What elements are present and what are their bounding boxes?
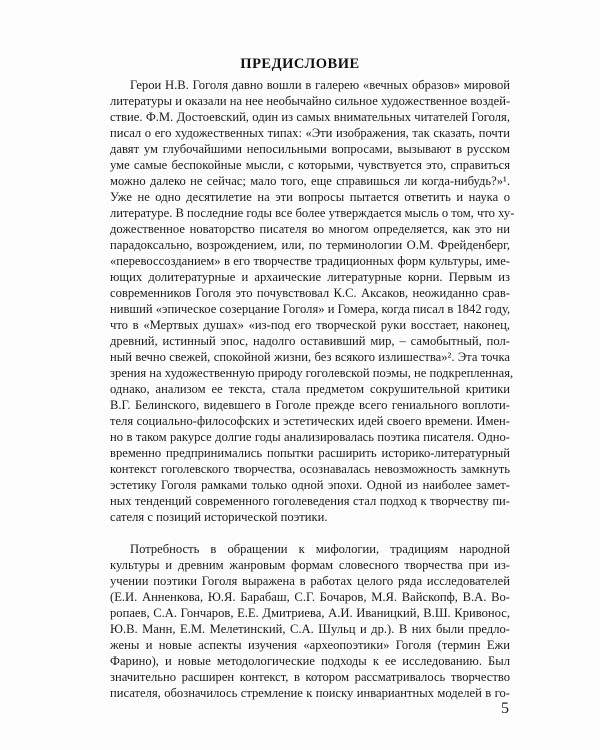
text-line: уме самые беспокойные мысли, с которыми, чувствуется это, справиться: [110, 158, 510, 172]
text-line: ствие. Ф.М. Достоевский, один из самых внимательных читателей Гоголя,: [110, 110, 510, 124]
text-line: дожественное новаторство писателя во многом определяется, как это ни: [110, 222, 510, 236]
text-line: Герои Н.В. Гоголя давно вошли в галерею «вечных образов» мировой: [130, 78, 510, 92]
page-number: 5: [501, 700, 509, 717]
text-line: однако, анализом ее текста, стала предметом сокрушительной критики: [110, 382, 510, 396]
text-line: контекст гоголевского творчества, осознавалась невозможность замкнуть: [110, 462, 510, 476]
text-line: временно предпринимались попытки расширить историко-литературный: [110, 446, 510, 460]
text-line: парадоксально, возрождением, или, по терминологии О.М. Фрейденберг,: [110, 238, 510, 252]
paragraph-2: [110, 541, 510, 701]
text-line: значительно расширен контекст, в котором рассматривалось творчество: [110, 670, 510, 684]
text-line: современников Гоголя это почувствовал К.С. Аксаков, неожиданно срав-: [110, 286, 510, 300]
text-line: писал о его художественных типах: «Эти изображения, так сказать, почти: [110, 126, 510, 140]
text-line: давят ум глубочайшими непосильными вопросами, вызывают в русском: [110, 142, 510, 156]
text-line: зрения на художественную природу гоголевской поэмы, не подкрепленная,: [110, 366, 514, 380]
text-line: Уже не одно десятилетие на эти вопросы пытается ответить и наука о: [110, 190, 510, 204]
text-line: эстетику Гоголя рамками только одной эпохи. Одной из наиболее замет-: [110, 478, 510, 492]
text-line: теля социально-философских и эстетических идей своего времени. Имен-: [110, 414, 510, 428]
text-line: Ю.В. Манн, Е.М. Мелетинский, С.А. Шульц и др.). В них были предло-: [110, 622, 510, 636]
page-title: ПРЕДИСЛОВИЕ: [240, 56, 360, 72]
text-line: писателя, обозначилось стремление к поиску инвариантных моделей в го-: [110, 686, 510, 700]
text-line: ных тенденций современного гоголеведения стал подход к творчеству пи-: [110, 494, 510, 508]
text-line: В.Г. Белинского, видевшего в Гоголе прежде всего гениального воплоти-: [110, 398, 510, 412]
text-line: (Е.И. Анненкова, Ю.Я. Барабаш, С.Г. Бочаров, М.Я. Вайскопф, В.А. Во-: [110, 590, 510, 604]
text-line: жены и новые аспекты изучения «археопоэтики» Гоголя (термин Ежи: [110, 638, 510, 652]
text-line: «перевоссозданием» в его творчестве традиционных форм культуры, име-: [110, 254, 510, 268]
paragraph-1: [110, 77, 515, 525]
text-line: нивший «эпическое созерцание Гоголя» и Гомера, когда писал в 1842 году,: [110, 302, 511, 316]
text-line: древний, истинный эпос, надолго оставивший мир, – самобытный, пол-: [110, 334, 510, 348]
text-line: можно далеко не сейчас; мало того, еще справишься ли когда-нибудь?»¹.: [110, 174, 510, 188]
text-line: ропаев, С.А. Гончаров, Е.Е. Дмитриева, А.И. Иваницкий, В.Ш. Кривонос,: [110, 606, 510, 620]
text-line: ющих долитературные и архаические литературные корни. Первым из: [110, 270, 510, 284]
text-line: ный вечно свежей, спокойной жизни, без всякого излишества»². Эта точка: [110, 350, 510, 364]
text-line: что в «Мертвых душах» «из-под его творческой руки восстает, наконец,: [110, 318, 510, 332]
text-line: сателя с позиций исторической поэтики.: [110, 510, 328, 524]
text-line: учении поэтики Гоголя выражена в работах целого ряда исследователей: [110, 574, 510, 588]
text-line: Потребность в обращении к мифологии, традициям народной: [130, 542, 510, 556]
text-line: литературе. В последние годы все более утверждается мысль о том, что ху-: [110, 206, 515, 220]
text-line: литературы и оказали на нее необычайно сильное художественное воздей-: [110, 94, 511, 108]
text-line: но в таком ракурсе долгие годы анализировалась поэтика писателя. Одно-: [110, 430, 510, 444]
text-line: Фарино), и новые методологические подходы к ее исследованию. Был: [110, 654, 510, 668]
text-line: культуры и древним жанровым формам словесного творчества при из-: [110, 558, 510, 572]
